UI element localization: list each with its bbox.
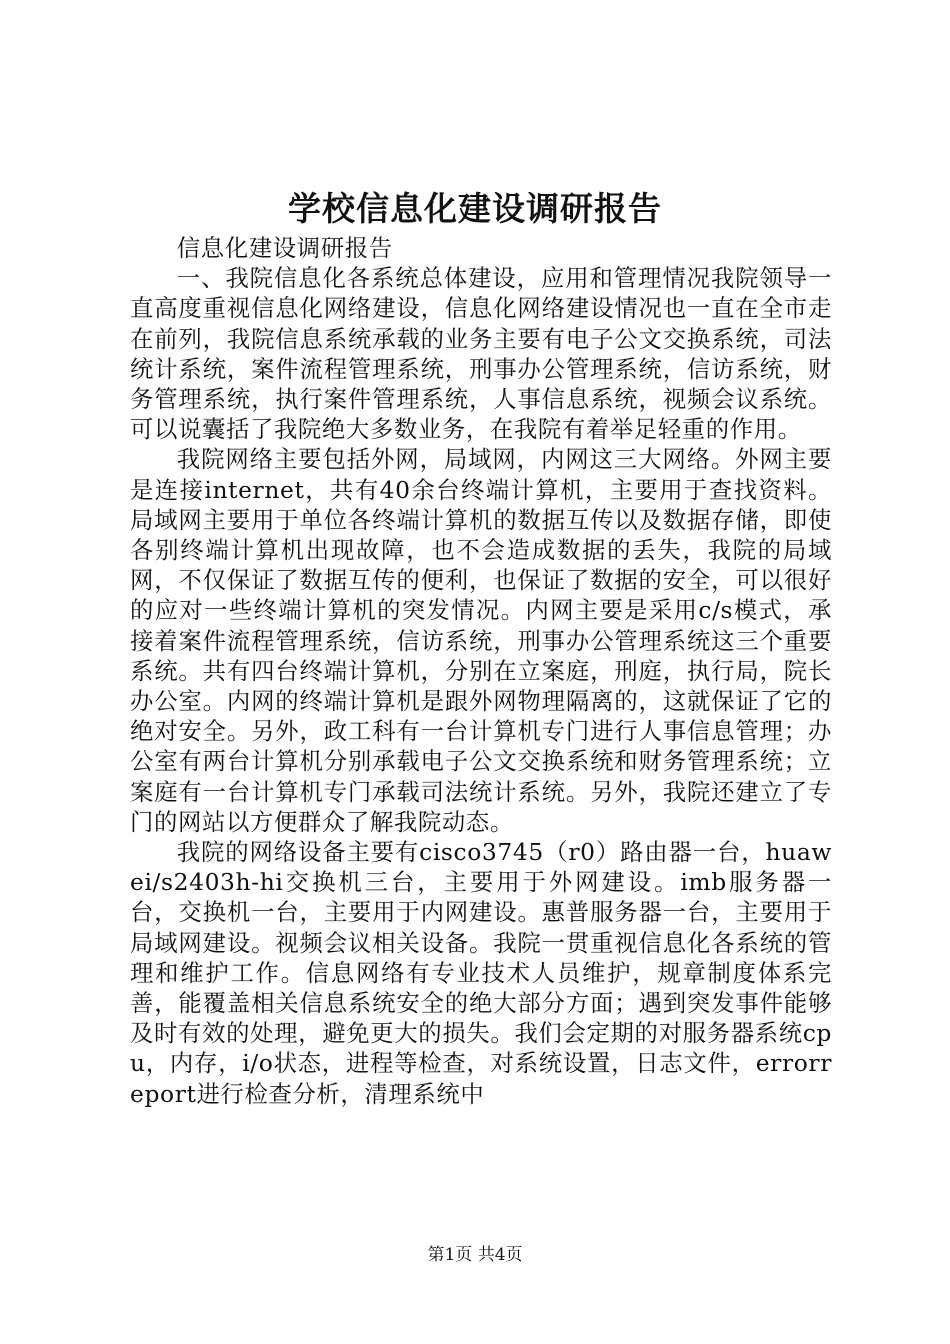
paragraph-subtitle: 信息化建设调研报告 <box>176 234 393 262</box>
paragraph: 我院网络主要包括外网，局域网，内网这三大网络。外网主要是连接internet，共有40余台终端计算机，主要用于查找资料。局域网主要用于单位各终端计算机的数据互传以及数据存储，即使各别终端计算机出现故障，也不会造成数据的丢失，我院的局域网，不仅保证了数据互传的便利，也保证了数据的安全，可以很好的应对一些终端计算机的突发情况。内网主要是采用c/s模式，承接着案件流程管理系统，信访系统，刑事办公管理系统这三个重要系统。共有四台终端计算机，分别在立案庭，刑庭，执行局，院长办公室。内网的终端计算机是跟外网物理隔离的，这就保证了它的绝对安全。另外，政工科有一台计算机专门进行人事信息管理；办公室有两台计算机分别承载电子公文交换系统和财务管理系统；立案庭有一台计算机专门承载司法统计系统。另外，我院还建立了专门的网站以方便群众了解我院动态。 <box>130 445 832 836</box>
document-body <box>130 233 832 1109</box>
paragraph: 一、我院信息化各系统总体建设，应用和管理情况我院领导一直高度重视信息化网络建设，信息化网络建设情况也一直在全市走在前列，我院信息系统承载的业务主要有电子公文交换系统，司法统计系统，案件流程管理系统，刑事办公管理系统，信访系统，财务管理系统，执行案件管理系统，人事信息系统，视频会议系统。可以说囊括了我院绝大多数业务，在我院有着举足轻重的作用。 <box>130 264 832 444</box>
page-footer: 第1页 共4页 <box>427 1245 523 1265</box>
paragraph: 我院的网络设备主要有cisco3745（r0）路由器一台，huawei/s2403h-hi交换机三台，主要用于外网建设。imb服务器一台，交换机一台，主要用于内网建设。惠普服务器一台，主要用于局域网建设。视频会议相关设备。我院一贯重视信息化各系统的管理和维护工作。信息网络有专业技术人员维护，规章制度体系完善，能覆盖相关信息系统安全的绝大部分方面；遇到突发事件能够及时有效的处理，避免更大的损失。我们会定期的对服务器系统cpu，内存，i/o状态，进程等检查，对系统设置，日志文件，errorreport进行检查分析，清理系统中 <box>130 838 832 1108</box>
document-title: 学校信息化建设调研报告 <box>288 189 662 228</box>
